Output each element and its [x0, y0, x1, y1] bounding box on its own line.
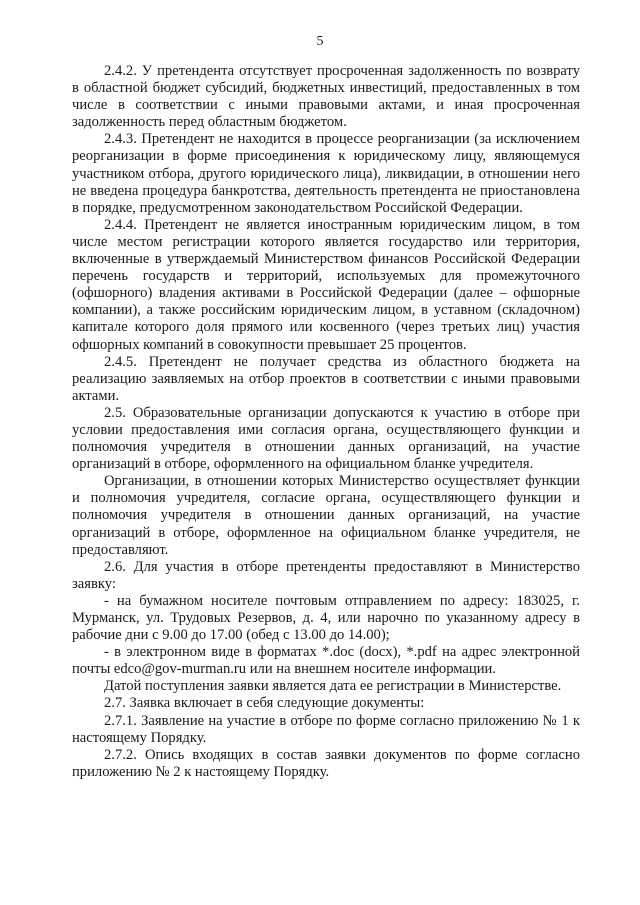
paragraph-2-5: 2.5. Образовательные организации допускаются к участию в отборе при условии предоставления ими согласия органа, осуществляющего функции и полномочия учредителя в отношении данных организаций, на участие организаций в отборе, оформленного на официальном бланке учредителя. — [72, 404, 580, 473]
list-item-paper-submission: - на бумажном носителе почтовым отправлением по адресу: 183025, г. Мурманск, ул. Трудовых Резервов, д. 4, или нарочно по указанному адресу в рабочие дни с 9.00 до 17.00 (обед с 13.00 до 14.00); — [72, 592, 580, 644]
paragraph-2-4-3: 2.4.3. Претендент не находится в процессе реорганизации (за исключением реорганизации в форме присоединения к юридическому лицу, являющемуся участником отбора, другого юридического лица), ликвидации, в отношении него не введена процедура банкротства, деятельность претендента не приостановлена в порядке, предусмотренном законодательством Российской Федерации. — [72, 131, 580, 216]
paragraph-2-4-2: 2.4.2. У претендента отсутствует просроченная задолженность по возврату в областной бюджет субсидий, бюджетных инвестиций, предоставленных в том числе в соответствии с иными правовыми актами, и иная просроченная задолженность перед областным бюджетом. — [72, 63, 580, 131]
paragraph-2-6: 2.6. Для участия в отборе претенденты предоставляют в Министерство заявку: — [72, 558, 580, 592]
paragraph-2-7-1: 2.7.1. Заявление на участие в отборе по форме согласно приложению № 1 к настоящему Порядку. — [72, 712, 580, 746]
document-body — [72, 63, 580, 781]
paragraph-founder-consent: Организации, в отношении которых Министерство осуществляет функции и полномочия учредителя, согласие органа, осуществляющего функции и полномочия учредителя в отношении данных организаций, на участие организаций в отборе, оформленное на официальном бланке учредителя, не предоставляют. — [72, 473, 580, 558]
paragraph-receipt-date: Датой поступления заявки является дата ее регистрации в Министерстве. — [104, 678, 562, 695]
paragraph-2-4-4: 2.4.4. Претендент не является иностранным юридическим лицом, в том числе местом регистрации которого является государство или территория, включенные в утверждаемый Министерством финансов Российской Федерации перечень государств и территорий, используемых для промежуточного (офшорного) владения активами в Российской Федерации (далее – офшорные компании), а также российским юридическим лицом, в уставном (складочном) капитале которого доля прямого или косвенного (через третьих лиц) участия офшорных компаний в совокупности превышает 25 процентов. — [72, 216, 580, 353]
page-number: 5 — [316, 34, 324, 49]
paragraph-2-4-5: 2.4.5. Претендент не получает средства из областного бюджета на реализацию заявляемых на отбор проектов в соответствии с иными правовыми актами. — [72, 353, 580, 404]
list-item-electronic-submission: - в электронном виде в форматах *.doc (docx), *.pdf на адрес электронной почты edco@gov-murman.ru или на внешнем носителе информации. — [72, 644, 580, 678]
paragraph-2-7-2: 2.7.2. Опись входящих в состав заявки документов по форме согласно приложению № 2 к настоящему Порядку. — [72, 746, 580, 780]
paragraph-2-7: 2.7. Заявка включает в себя следующие документы: — [104, 695, 425, 712]
